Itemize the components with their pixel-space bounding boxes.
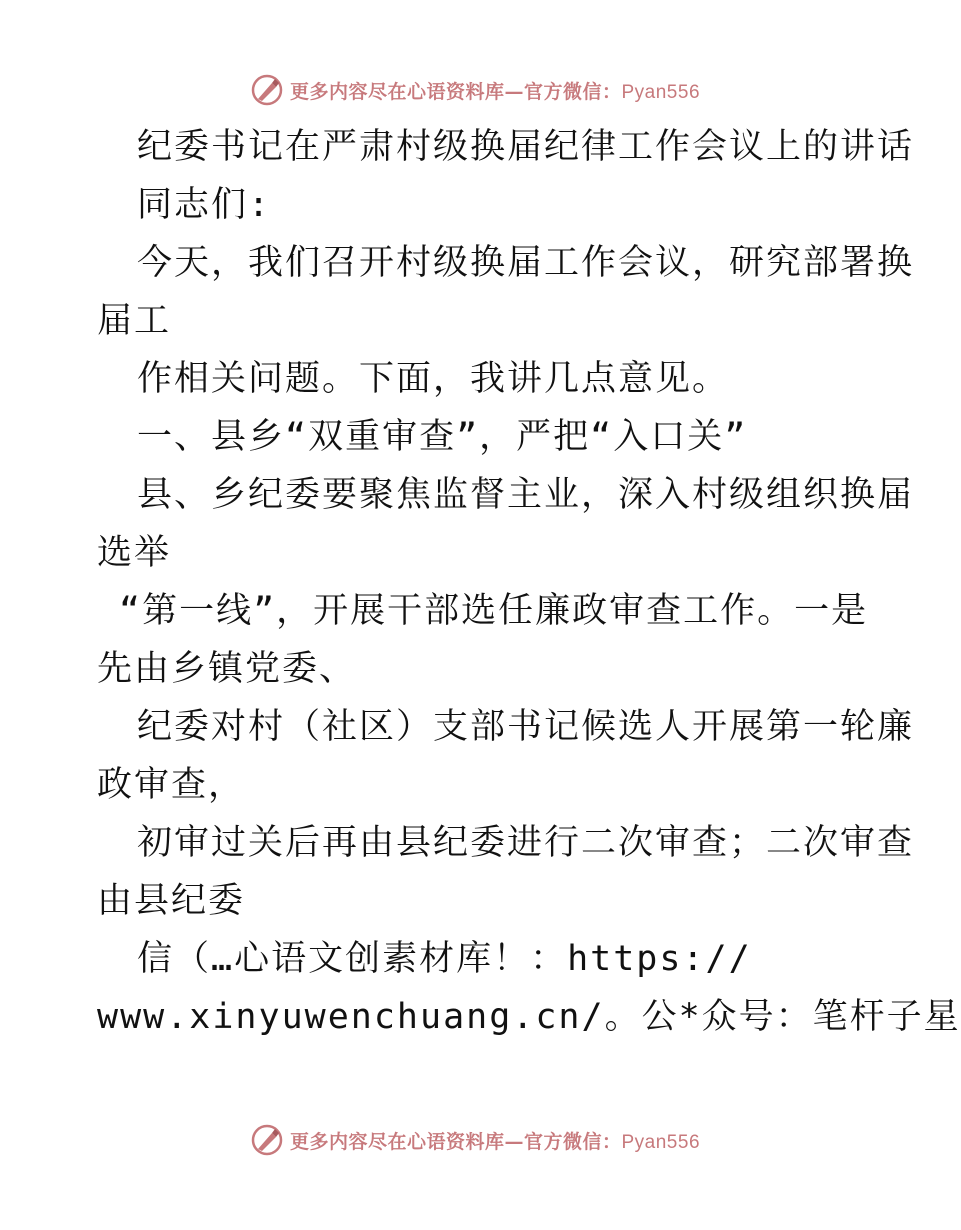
- paragraph-line: 县、乡纪委要聚焦监督主业，深入村级组织换届: [137, 475, 915, 515]
- section-heading: 一、县乡“双重审查”，严把“入口关”: [137, 417, 748, 457]
- paragraph-line: 届工: [97, 301, 172, 341]
- salutation: 同志们:: [137, 185, 272, 225]
- paragraph-line: 先由乡镇党委、: [97, 649, 357, 689]
- paragraph-line: www.xinyuwenchuang.cn/。公*众号：笔杆子星: [97, 997, 961, 1037]
- paragraph-line: 作相关问题。下面，我讲几点意见。: [137, 359, 730, 399]
- paragraph-line: 政审查，: [97, 765, 246, 805]
- paragraph-line: “第一线”，开展干部选任廉政审查工作。一是: [119, 591, 869, 631]
- pen-logo-icon: [250, 1123, 284, 1157]
- footer-watermark: [0, 1120, 950, 1160]
- header-watermark: [0, 70, 950, 110]
- paragraph-line: 今天，我们召开村级换届工作会议，研究部署换: [137, 243, 915, 283]
- paragraph-line: 纪委对村（社区）支部书记候选人开展第一轮廉: [137, 707, 915, 747]
- paragraph-line: 由县纪委: [97, 881, 246, 921]
- paragraph-line: 初审过关后再由县纪委进行二次审查；二次审查: [137, 823, 915, 863]
- paragraph-line: 信（…心语文创素材库！：https://: [137, 939, 752, 979]
- paragraph-line: 选举: [97, 533, 172, 573]
- watermark-text: 更多内容尽在心语资料库—官方微信：Pyan556: [289, 80, 701, 103]
- pen-logo-icon: [250, 73, 284, 107]
- watermark-text: 更多内容尽在心语资料库—官方微信：Pyan556: [289, 1130, 701, 1153]
- document-body: [97, 118, 961, 1046]
- document-title: 纪委书记在严肃村级换届纪律工作会议上的讲话: [137, 127, 915, 167]
